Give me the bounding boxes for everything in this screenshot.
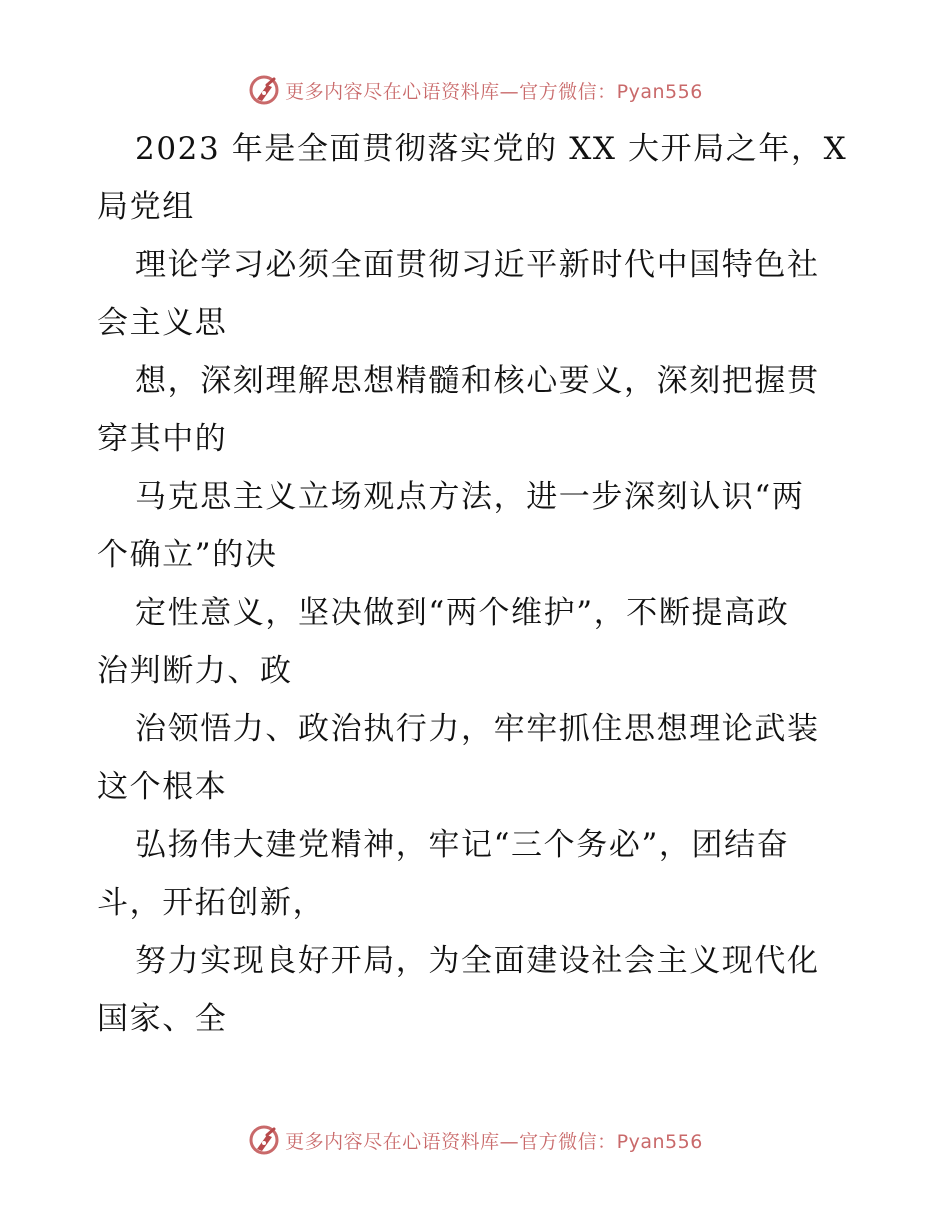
document-body bbox=[97, 120, 857, 1048]
paragraph-tail: 会主义思 bbox=[97, 305, 228, 341]
paragraph bbox=[97, 352, 857, 468]
paragraph-tail: 穿其中的 bbox=[97, 421, 228, 457]
paragraph-tail: 个确立”的决 bbox=[97, 537, 278, 573]
paragraph-tail: 国家、全 bbox=[97, 1001, 228, 1037]
watermark-text: 更多内容尽在心语资料库—官方微信：Pyan556 bbox=[285, 80, 703, 103]
pen-nib-logo-icon bbox=[247, 1123, 281, 1157]
watermark-text: 更多内容尽在心语资料库—官方微信：Pyan556 bbox=[285, 1130, 703, 1153]
paragraph-tail: 斗，开拓创新， bbox=[97, 885, 326, 921]
header-watermark bbox=[0, 70, 950, 110]
paragraph bbox=[97, 468, 857, 584]
pen-nib-logo-icon bbox=[247, 73, 281, 107]
paragraph-text: 治领悟力、政治执行力，牢牢抓住思想理论武装 bbox=[135, 711, 820, 747]
paragraph-text: 想，深刻理解思想精髓和核心要义，深刻把握贯 bbox=[135, 363, 820, 399]
paragraph-text: 理论学习必须全面贯彻习近平新时代中国特色社 bbox=[135, 247, 820, 283]
paragraph bbox=[97, 816, 857, 932]
paragraph bbox=[97, 120, 857, 236]
paragraph bbox=[97, 236, 857, 352]
footer-watermark bbox=[0, 1120, 950, 1160]
paragraph-tail: 局党组 bbox=[97, 189, 195, 225]
paragraph-text: 2023 年是全面贯彻落实党的 XX 大开局之年，X bbox=[135, 131, 848, 167]
paragraph bbox=[97, 932, 857, 1048]
paragraph-text: 定性意义，坚决做到“两个维护”，不断提高政 bbox=[135, 595, 790, 631]
paragraph-tail: 这个根本 bbox=[97, 769, 228, 805]
paragraph-text: 努力实现良好开局，为全面建设社会主义现代化 bbox=[135, 943, 820, 979]
paragraph-tail: 治判断力、政 bbox=[97, 653, 293, 689]
paragraph-text: 马克思主义立场观点方法，进一步深刻认识“两 bbox=[135, 479, 805, 515]
paragraph bbox=[97, 584, 857, 700]
paragraph bbox=[97, 700, 857, 816]
paragraph-text: 弘扬伟大建党精神，牢记“三个务必”，团结奋 bbox=[135, 827, 790, 863]
